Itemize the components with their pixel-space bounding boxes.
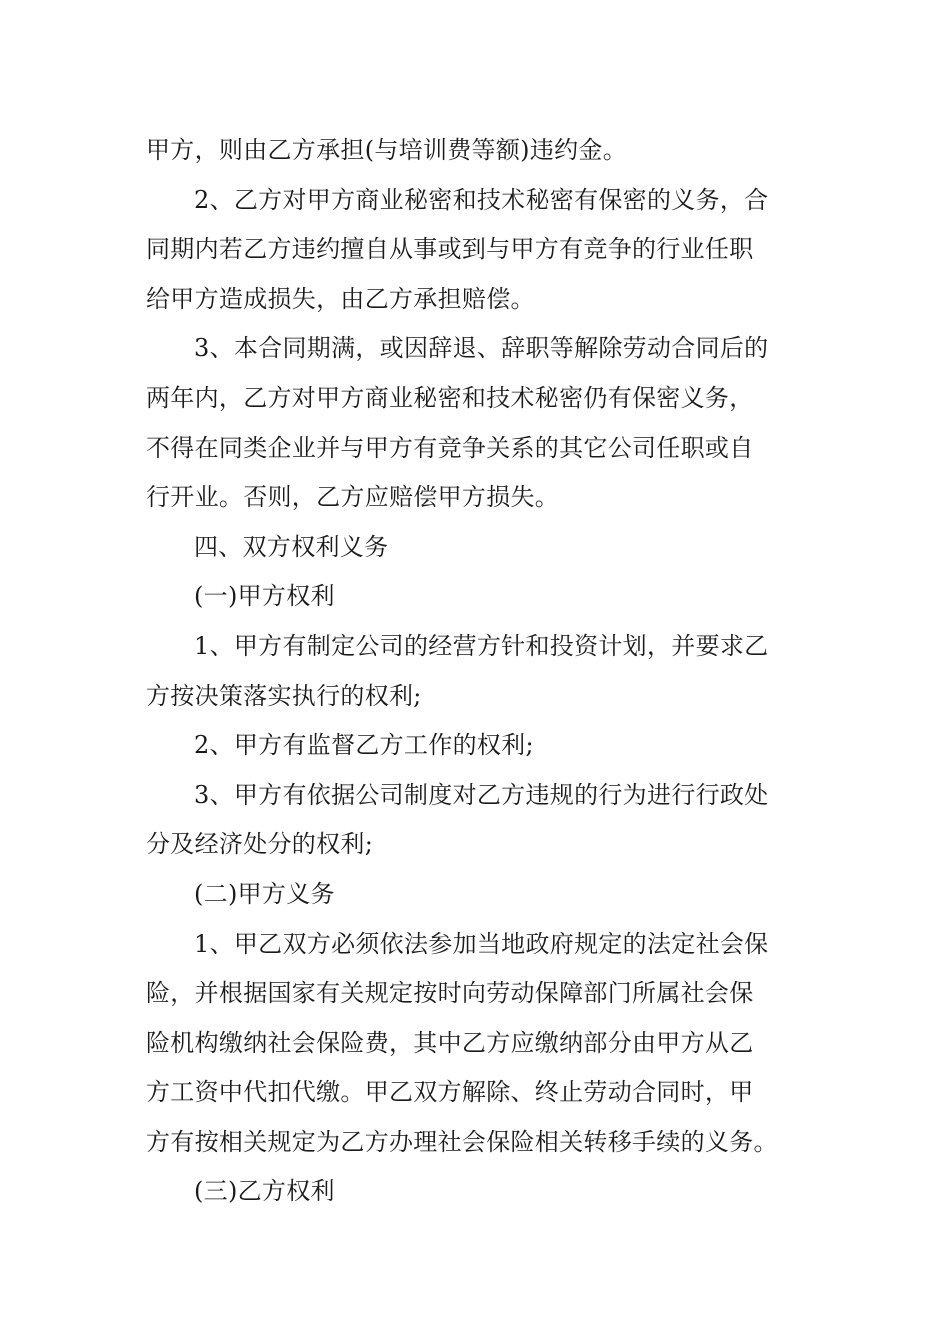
text-line: 同期内若乙方违约擅自从事或到与甲方有竞争的行业任职 — [146, 235, 754, 264]
text-line: 不得在同类企业并与甲方有竞争关系的其它公司任职或自 — [146, 433, 754, 462]
text-line: 方工资中代扣代缴。甲乙双方解除、终止劳动合同时，甲 — [146, 1078, 754, 1107]
subsection-heading: (三)乙方权利 — [194, 1177, 335, 1206]
text-line: 给甲方造成损失，由乙方承担赔偿。 — [146, 284, 535, 313]
text-line: 3、甲方有依据公司制度对乙方违规的行为进行行政处 — [194, 780, 769, 809]
text-line: 1、甲方有制定公司的经营方针和投资计划，并要求乙 — [194, 631, 769, 660]
section-heading: 四、双方权利义务 — [194, 532, 389, 561]
text-line: 甲方，则由乙方承担(与培训费等额)违约金。 — [146, 136, 628, 164]
text-line: 2、甲方有监督乙方工作的权利; — [194, 731, 534, 760]
text-line: 分及经济处分的权利; — [146, 830, 374, 859]
text-line: 3、本合同期满，或因辞退、辞职等解除劳动合同后的 — [194, 334, 769, 363]
text-line: 险机构缴纳社会保险费，其中乙方应缴纳部分由甲方从乙 — [146, 1028, 754, 1057]
text-line: 方按决策落实执行的权利; — [146, 681, 422, 710]
document-body — [146, 126, 806, 1217]
subsection-heading: (二)甲方义务 — [194, 879, 335, 908]
text-line: 2、乙方对甲方商业秘密和技术秘密有保密的义务，合 — [194, 185, 769, 214]
text-line: 险，并根据国家有关规定按时向劳动保障部门所属社会保 — [146, 979, 754, 1008]
text-line: 两年内，乙方对甲方商业秘密和技术秘密仍有保密义务， — [146, 383, 754, 412]
text-line: 1、甲乙双方必须依法参加当地政府规定的法定社会保 — [194, 929, 769, 958]
text-line: 行开业。否则，乙方应赔偿甲方损失。 — [146, 483, 560, 512]
text-line: 方有按相关规定为乙方办理社会保险相关转移手续的义务。 — [146, 1127, 778, 1156]
subsection-heading: (一)甲方权利 — [194, 582, 335, 611]
